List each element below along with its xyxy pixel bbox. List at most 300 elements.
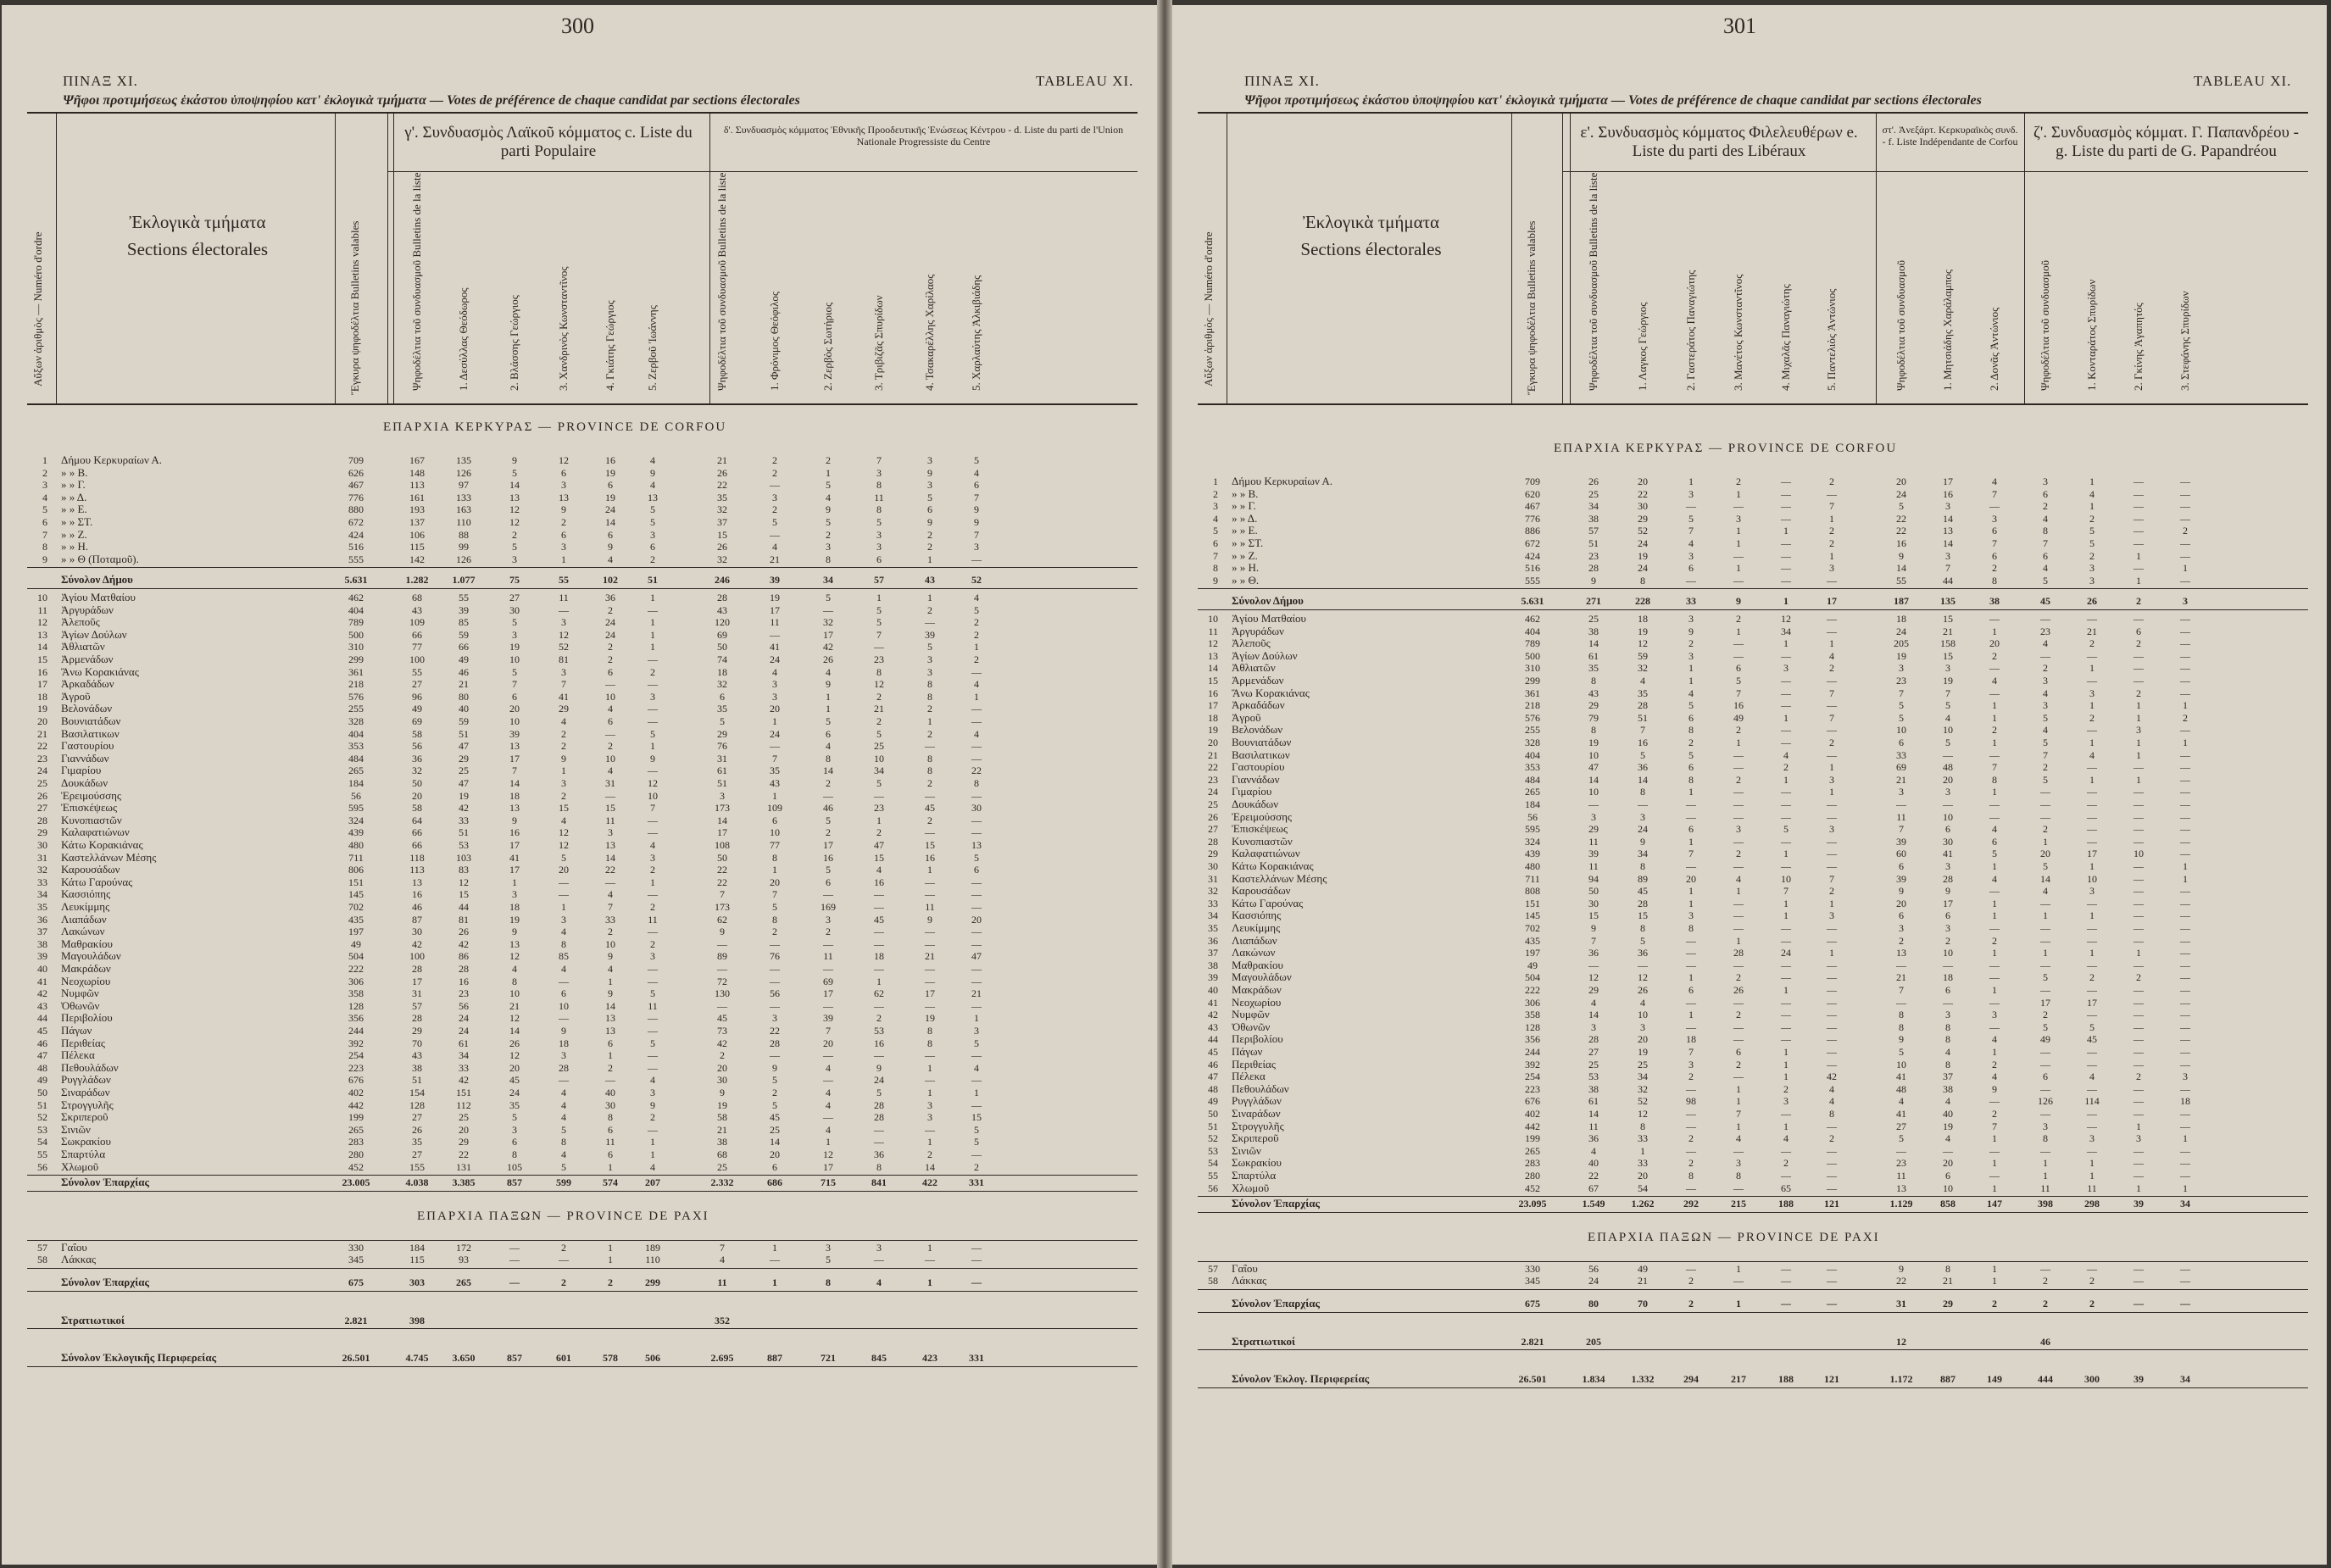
header-bottom-rule (27, 403, 1138, 405)
table-rule (27, 1191, 1138, 1192)
table-cell: 504 (348, 950, 364, 963)
table-cell: 6 (772, 1160, 777, 1173)
table-cell: 8 (1945, 1262, 1950, 1275)
table-cell: — (1827, 1182, 1837, 1194)
table-cell: 41 (509, 851, 520, 864)
table-cell: 51 (717, 777, 727, 789)
table-cell: — (971, 789, 982, 802)
table-rule (27, 1240, 1138, 1241)
table-cell: 6 (561, 528, 566, 541)
table-cell: 328 (348, 715, 364, 727)
table-cell: 442 (348, 1098, 364, 1111)
table-cell: — (2134, 909, 2144, 922)
table-cell: 2 (1783, 1157, 1789, 1170)
table-cell: 1 (2183, 872, 2188, 885)
row-number: 25 (1208, 798, 1218, 810)
row-number: 45 (37, 1025, 47, 1037)
table-cell: 12 (459, 876, 469, 888)
table-cell: — (2180, 1108, 2190, 1120)
row-number: 43 (37, 999, 47, 1012)
table-cell: — (925, 1254, 935, 1266)
table-cell: 2 (561, 516, 566, 528)
table-cell: — (2134, 786, 2144, 798)
table-cell: 3 (1688, 613, 1694, 625)
row-number: 29 (37, 826, 47, 839)
table-cell: 1 (974, 641, 979, 653)
table-cell: 8 (1640, 1120, 1645, 1132)
row-number: 13 (37, 628, 47, 641)
table-cell: 26.501 (1518, 1373, 1547, 1386)
table-cell: — (2087, 934, 2097, 947)
table-cell: 5 (1945, 699, 1950, 712)
candidate-column-header: 1. Κονταράτος Σπυρίδων (2085, 279, 2098, 391)
table-cell: 38 (1989, 595, 2000, 608)
table-cell: 20 (971, 913, 982, 926)
table-cell: 2 (2136, 595, 2141, 608)
table-cell: 6 (1688, 823, 1694, 836)
section-label: Ἀργυράδων (61, 603, 114, 616)
table-cell: 26 (459, 926, 469, 938)
table-cell: 2 (1992, 1298, 1997, 1309)
table-cell: 3 (1945, 662, 1950, 675)
table-cell: — (2040, 959, 2050, 971)
row-number: 13 (1208, 649, 1218, 662)
table-cell: 292 (1683, 1198, 1699, 1210)
table-cell: 173 (715, 802, 730, 815)
table-cell: 24 (1638, 537, 1648, 549)
table-cell: 22 (717, 876, 727, 888)
table-cell: 19 (605, 491, 615, 503)
table-cell: 5 (772, 901, 777, 913)
table-cell: 13 (1896, 947, 1906, 959)
section-label: Λακώνων (61, 925, 105, 938)
table-cell: 324 (348, 814, 364, 826)
table-cell: — (1827, 1157, 1837, 1170)
table-cell: 47 (459, 777, 469, 789)
section-label: Περιβολίου (1232, 1032, 1283, 1046)
table-cell: 38 (1943, 1082, 1953, 1095)
table-cell: 9 (561, 1025, 566, 1037)
table-cell: 32 (1638, 1082, 1648, 1095)
table-cell: — (2087, 613, 2097, 625)
table-cell: 19 (1638, 625, 1648, 637)
table-cell: 56 (1588, 1262, 1599, 1275)
table-cell: 3 (608, 826, 613, 839)
table-cell: 25 (717, 1160, 727, 1173)
table-cell: 2 (1992, 649, 1997, 662)
table-cell: 187 (1894, 595, 1909, 608)
table-cell: 3 (927, 665, 932, 678)
table-cell: 18 (874, 950, 884, 963)
table-cell: 1 (1783, 1120, 1789, 1132)
table-cell: 1 (1640, 1144, 1645, 1157)
table-cell: 1 (1992, 737, 1997, 748)
table-cell: 222 (1525, 984, 1540, 996)
table-cell: 6 (1945, 909, 1950, 922)
table-cell: — (971, 901, 982, 913)
table-cell: 1 (1783, 984, 1789, 996)
table-cell: 7 (826, 1025, 831, 1037)
table-cell: 1 (1992, 860, 1997, 872)
table-cell: — (2040, 798, 2050, 810)
party-group-title: ε'. Συνδυασμὸς κόμματος Φιλελευθέρων e. Liste du parti des Libéraux (1580, 124, 1858, 160)
table-cell: 2 (974, 1160, 979, 1173)
table-cell: 4 (1945, 1095, 1950, 1108)
table-cell: 3 (1736, 823, 1741, 836)
table-cell: 1 (1829, 637, 1834, 650)
table-cell: 16 (412, 888, 422, 901)
table-cell: 1 (876, 592, 882, 603)
table-cell: 1 (927, 1136, 932, 1148)
row-number: 10 (37, 592, 47, 603)
section-label: Νυμφῶν (61, 987, 99, 1000)
table-cell: 1 (974, 690, 979, 703)
table-cell: — (2087, 1144, 2097, 1157)
row-number: 34 (1208, 909, 1218, 922)
row-number: 35 (1208, 922, 1218, 934)
table-cell: 6 (1899, 909, 1904, 922)
table-cell: 3 (1688, 487, 1694, 500)
row-number: 49 (1208, 1095, 1218, 1108)
table-cell: 12 (509, 516, 520, 528)
table-cell: — (2087, 810, 2097, 823)
section-label: Γιαννάδων (1232, 772, 1280, 786)
table-cell: 1 (2136, 1182, 2141, 1194)
table-cell: — (648, 1025, 658, 1037)
table-cell: 1 (650, 628, 655, 641)
table-cell: 3 (772, 678, 777, 691)
table-cell: 37 (717, 516, 727, 528)
table-cell: — (2087, 897, 2097, 909)
table-cell: 1 (974, 1012, 979, 1025)
table-cell: — (1827, 675, 1837, 687)
table-cell: 1 (826, 690, 831, 703)
table-cell: 121 (1824, 1198, 1839, 1210)
table-cell: 34 (2180, 1373, 2190, 1386)
row-number: 35 (37, 901, 47, 913)
table-cell: 15 (559, 802, 569, 815)
table-cell: 28 (459, 963, 469, 975)
table-cell: 51 (1638, 711, 1648, 724)
table-cell: 2 (608, 603, 613, 616)
table-cell: 39 (823, 1012, 833, 1025)
section-label: Σωκρακίου (1232, 1156, 1282, 1170)
table-cell: 28 (1638, 699, 1648, 712)
table-cell: 8 (772, 851, 777, 864)
row-number: 30 (37, 839, 47, 851)
table-cell: 223 (1525, 1082, 1540, 1095)
table-cell: 3 (772, 1012, 777, 1025)
table-cell: 1 (1992, 699, 1997, 712)
section-label: Νεοχωρίου (61, 974, 111, 987)
table-cell: 15 (717, 528, 727, 541)
table-cell: 17 (770, 603, 780, 616)
table-cell: 151 (1525, 897, 1540, 909)
table-cell: 1 (2089, 500, 2095, 513)
section-label: » » Θ. (1232, 573, 1260, 587)
table-cell: — (1896, 798, 1906, 810)
table-cell: — (2180, 984, 2190, 996)
table-cell: — (971, 740, 982, 753)
section-label: » » Ζ. (61, 527, 87, 541)
table-cell: — (2180, 662, 2190, 675)
table-cell: 39 (1896, 835, 1906, 848)
table-cell: 7 (1992, 761, 1997, 774)
table-cell: 5 (650, 1037, 655, 1049)
table-cell: 1 (1688, 475, 1694, 487)
table-cell: 3 (927, 454, 932, 466)
table-cell: 4.038 (405, 1176, 429, 1189)
table-cell: 121 (1824, 1373, 1839, 1386)
table-cell: 18 (509, 789, 520, 802)
table-cell: 5 (876, 777, 882, 789)
table-cell: 516 (348, 541, 364, 553)
table-cell: 4 (826, 1061, 831, 1074)
table-cell: 4 (826, 740, 831, 753)
section-label: » » Ε. (1232, 524, 1258, 537)
section-label: Ἀρμενάδων (61, 653, 114, 665)
table-cell: 2 (650, 864, 655, 876)
section-label: Γιαννάδων (61, 751, 109, 765)
table-cell: 18 (717, 665, 727, 678)
table-cell: 184 (1525, 798, 1540, 810)
table-cell: 10 (1781, 872, 1791, 885)
table-cell: 14 (509, 479, 520, 492)
table-cell: 3 (974, 541, 979, 553)
section-label: » » Γ. (61, 478, 86, 492)
table-cell: 20 (1638, 475, 1648, 487)
table-cell: 29 (1588, 823, 1599, 836)
table-cell: 2 (2043, 662, 2048, 675)
table-cell: — (2180, 798, 2190, 810)
table-cell: 2 (608, 641, 613, 653)
table-cell: 7 (974, 528, 979, 541)
table-cell: 9 (1736, 595, 1741, 608)
table-cell: 8 (1992, 574, 1997, 587)
table-cell: — (1781, 1009, 1791, 1021)
table-cell: — (2180, 1157, 2190, 1170)
row-number: 38 (37, 937, 47, 950)
table-cell: — (1827, 625, 1837, 637)
table-cell: 9 (720, 1087, 725, 1098)
table-cell: 35 (509, 1098, 520, 1111)
table-cell: — (648, 603, 658, 616)
table-cell: 880 (348, 503, 364, 516)
table-cell: 10 (559, 999, 569, 1012)
row-number: 36 (1208, 934, 1218, 947)
table-cell: — (1733, 810, 1744, 823)
section-label: Σινιῶν (1232, 1143, 1261, 1157)
table-cell: 193 (409, 503, 425, 516)
table-cell: 17 (509, 839, 520, 851)
table-cell: — (823, 1074, 833, 1087)
table-cell: 4 (1736, 1132, 1741, 1145)
table-cell: 1 (1688, 662, 1694, 675)
table-cell: 29 (1588, 984, 1599, 996)
table-cell: — (770, 740, 780, 753)
table-cell: 7 (720, 888, 725, 901)
table-cell: 2 (2089, 1298, 2095, 1309)
table-cell: 4 (650, 1160, 655, 1173)
table-cell: 887 (1940, 1373, 1955, 1386)
table-cell: 114 (2084, 1095, 2100, 1108)
table-cell: — (925, 999, 935, 1012)
table-cell: 142 (409, 553, 425, 565)
table-cell: 32 (412, 765, 422, 777)
table-cell: 29 (717, 727, 727, 740)
table-cell: 1 (1992, 1262, 1997, 1275)
section-label: Βουνιατάδων (1232, 736, 1292, 748)
table-cell: 20 (1638, 1033, 1648, 1046)
table-cell: 30 (1638, 500, 1648, 513)
table-cell: 5 (1640, 748, 1645, 761)
table-cell: 9 (927, 466, 932, 479)
table-cell: — (1781, 1033, 1791, 1046)
table-cell: 3 (2089, 562, 2095, 575)
table-cell: 14 (509, 777, 520, 789)
section-label: Ρυγγλάδων (1232, 1094, 1282, 1108)
row-number: 24 (37, 765, 47, 777)
row-number: 12 (1208, 637, 1218, 650)
row-number: 52 (1208, 1132, 1218, 1145)
table-cell: 48 (1896, 1082, 1906, 1095)
table-cell: 10 (509, 653, 520, 665)
table-cell: 1 (1688, 835, 1694, 848)
province-title: ΕΠΑΡΧΙΑ ΚΕΡΚΥΡΑΣ — PROVINCE DE CORFOU (383, 420, 727, 434)
table-cell: 126 (2038, 1095, 2053, 1108)
table-cell: — (2180, 537, 2190, 549)
table-cell: 13 (509, 491, 520, 503)
table-cell: 1 (2183, 562, 2188, 575)
table-cell: 3 (1688, 649, 1694, 662)
table-cell: 30 (412, 926, 422, 938)
table-cell: 4.745 (405, 1352, 429, 1365)
table-cell: 100 (409, 950, 425, 963)
table-cell: 8 (1736, 1170, 1741, 1182)
table-cell: — (2134, 1275, 2144, 1287)
table-cell: 7 (1591, 934, 1596, 947)
table-cell: 4 (1945, 1046, 1950, 1058)
section-label: Περιθείας (1232, 1057, 1276, 1070)
table-cell: 19 (770, 592, 780, 603)
table-cell: 19 (1943, 675, 1953, 687)
page-number: 301 (1723, 14, 1756, 38)
table-cell: 20 (1896, 475, 1906, 487)
table-cell: 96 (412, 690, 422, 703)
table-cell: 14 (1943, 537, 1953, 549)
table-cell: 6 (1688, 761, 1694, 774)
table-cell: 10 (874, 752, 884, 765)
table-cell: 19 (509, 641, 520, 653)
table-cell: — (559, 603, 569, 616)
table-cell: 12 (509, 950, 520, 963)
table-cell: 3 (650, 690, 655, 703)
table-cell: 2 (927, 727, 932, 740)
table-cell: 39 (770, 574, 780, 587)
table-cell: 15 (874, 851, 884, 864)
table-cell: 392 (1525, 1058, 1540, 1070)
table-cell: 53 (1588, 1070, 1599, 1083)
table-cell: 4 (561, 1087, 566, 1098)
table-cell: 1 (927, 1061, 932, 1074)
table-cell: 1 (2183, 860, 2188, 872)
table-cell: — (2134, 500, 2144, 513)
table-cell: 11 (605, 1136, 615, 1148)
table-cell: 38 (1588, 512, 1599, 525)
table-rule (27, 588, 1138, 589)
table-cell: — (2180, 1298, 2190, 1309)
table-cell: 265 (456, 1276, 471, 1288)
table-cell: — (1943, 996, 1953, 1009)
table-subtitle: Ψῆφοι προτιμήσεως ἑκάστου ὑποψηφίου κατ' ἐκλογικὰ τμήματα — Votes de préférence de chaque candidat par sections électorales (63, 93, 800, 108)
table-cell: 106 (409, 528, 425, 541)
table-cell: 3 (1591, 1020, 1596, 1033)
table-cell: 5 (826, 715, 831, 727)
table-cell: 3 (561, 1049, 566, 1062)
sections-header-greek: Ἐκλογικὰ τμήματα (1302, 212, 1440, 232)
table-cell: 3 (1736, 1157, 1741, 1170)
table-cell: 60 (1896, 848, 1906, 860)
table-cell: 17 (823, 628, 833, 641)
table-cell: 13 (605, 839, 615, 851)
table-cell: 3 (876, 466, 882, 479)
table-cell: — (2087, 1082, 2097, 1095)
table-cell: 1 (650, 592, 655, 603)
table-cell: 51 (459, 826, 469, 839)
table-cell: 8 (1899, 1020, 1904, 1033)
table-cell: 10 (605, 937, 615, 950)
table-cell: 3 (826, 541, 831, 553)
table-cell: — (925, 876, 935, 888)
table-cell: — (1943, 959, 1953, 971)
table-cell: 1 (876, 975, 882, 987)
row-number: 43 (1208, 1020, 1218, 1033)
table-cell: — (2134, 675, 2144, 687)
table-cell: — (1781, 1144, 1791, 1157)
section-label: Βελονάδων (1232, 723, 1283, 737)
table-cell: — (2134, 810, 2144, 823)
table-cell: — (1989, 922, 2000, 934)
header-column-rule (1511, 112, 1512, 403)
table-cell: 51 (648, 574, 658, 587)
table-cell: 8 (927, 752, 932, 765)
row-number-header: Αὔξων ἀριθμὸς — Numéro d'ordre (1202, 231, 1215, 386)
table-cell: 29 (1943, 1298, 1953, 1309)
table-cell: 1 (772, 1276, 777, 1288)
table-cell: 1 (1992, 1132, 1997, 1145)
table-cell: 14 (605, 516, 615, 528)
table-cell: 128 (409, 1098, 425, 1111)
table-cell: 3 (650, 851, 655, 864)
section-label: Σύνολον Δήμου (61, 573, 133, 587)
table-cell: 33 (459, 814, 469, 826)
table-cell: 21 (874, 703, 884, 715)
table-cell: — (1827, 984, 1837, 996)
table-cell: 1 (2136, 947, 2141, 959)
table-cell: 19 (605, 466, 615, 479)
table-cell: 2.695 (710, 1352, 734, 1365)
table-cell: 26 (1588, 475, 1599, 487)
section-label: Κάτω Κορακιάνας (61, 838, 143, 851)
table-cell: 68 (717, 1148, 727, 1160)
table-cell: 76 (770, 950, 780, 963)
table-cell: 23 (459, 987, 469, 1000)
table-cell: 672 (348, 516, 364, 528)
table-cell: 1.834 (1582, 1373, 1605, 1386)
table-cell: 16 (1733, 699, 1744, 712)
table-cell: 1 (650, 641, 655, 653)
section-label: Σύνολον Δήμου (1232, 594, 1304, 608)
